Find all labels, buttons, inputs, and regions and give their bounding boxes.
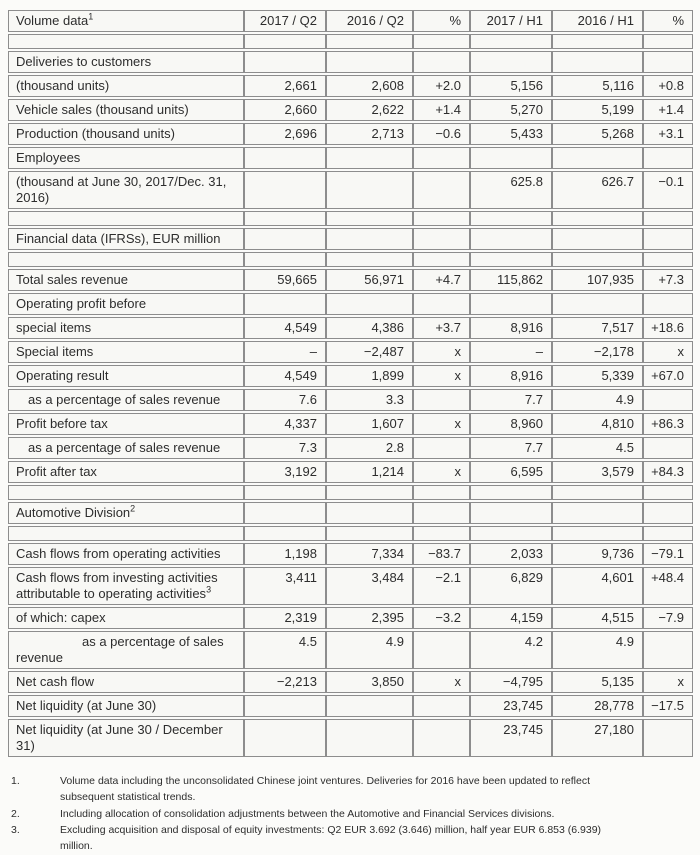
cell: x <box>413 671 470 693</box>
row-label-text: Operating profit before <box>16 296 147 311</box>
row-label-text: Special items <box>16 344 94 359</box>
row-label <box>8 526 244 541</box>
cell <box>552 252 643 267</box>
column-header <box>413 10 470 32</box>
cell <box>413 34 470 49</box>
table-header <box>8 10 693 32</box>
cell: +3.1 <box>643 123 693 145</box>
cell: x <box>413 365 470 387</box>
cell: 4.9 <box>326 631 413 669</box>
cell <box>643 502 693 524</box>
cell: 2,395 <box>326 607 413 629</box>
table-row <box>8 269 693 291</box>
cell: +1.4 <box>643 99 693 121</box>
cell <box>552 502 643 524</box>
table-row <box>8 99 693 121</box>
column-header <box>643 10 693 32</box>
cell: 4,810 <box>552 413 643 435</box>
table-row <box>8 293 693 315</box>
cell: +86.3 <box>643 413 693 435</box>
cell: 8,960 <box>470 413 552 435</box>
cell: 5,116 <box>552 75 643 97</box>
table-row <box>8 543 693 565</box>
row-label <box>8 99 244 121</box>
row-label <box>8 719 244 757</box>
cell: 7,517 <box>552 317 643 339</box>
cell <box>643 485 693 500</box>
cell: +18.6 <box>643 317 693 339</box>
cell: +1.4 <box>413 99 470 121</box>
cell <box>326 147 413 169</box>
row-label-text: Automotive Division <box>16 505 131 520</box>
cell <box>413 502 470 524</box>
cell <box>244 502 326 524</box>
cell: 4,515 <box>552 607 643 629</box>
cell: −17.5 <box>643 695 693 717</box>
cell <box>326 293 413 315</box>
cell <box>244 252 326 267</box>
row-label <box>8 461 244 483</box>
cell: +48.4 <box>643 567 693 605</box>
cell: 6,829 <box>470 567 552 605</box>
row-label <box>8 543 244 565</box>
table-row <box>8 365 693 387</box>
footnote-text: Excluding acquisition and disposal of equity investments: Q2 EUR 3.692 (3.646) million, half year EUR 6.853 (6.939) million. <box>60 824 602 852</box>
column-header <box>326 10 413 32</box>
footnote-ref: 3 <box>206 584 212 595</box>
row-label-text: as a percentage of sales revenue <box>28 392 221 407</box>
cell: −2.1 <box>413 567 470 605</box>
cell: −3.2 <box>413 607 470 629</box>
cell: 8,916 <box>470 365 552 387</box>
cell: 6,595 <box>470 461 552 483</box>
cell <box>413 695 470 717</box>
row-label <box>8 607 244 629</box>
cell: 3,850 <box>326 671 413 693</box>
row-label-text: Total sales revenue <box>16 272 129 287</box>
cell: +2.0 <box>413 75 470 97</box>
cell: −7.9 <box>643 607 693 629</box>
cell: – <box>470 341 552 363</box>
cell: 4.5 <box>552 437 643 459</box>
cell: x <box>413 413 470 435</box>
cell <box>244 526 326 541</box>
table-body <box>8 34 693 757</box>
row-label-text: Net cash flow <box>16 674 95 689</box>
cell <box>470 293 552 315</box>
row-label <box>8 631 244 669</box>
cell: +67.0 <box>643 365 693 387</box>
column-header-label: 2016 / H1 <box>577 13 634 28</box>
cell <box>326 526 413 541</box>
cell: 27,180 <box>552 719 643 757</box>
cell <box>413 526 470 541</box>
cell: 4,337 <box>244 413 326 435</box>
cell <box>244 171 326 209</box>
cell <box>326 719 413 757</box>
row-label-text: Deliveries to customers <box>16 54 152 69</box>
cell <box>552 228 643 250</box>
row-label-text: Profit before tax <box>16 416 108 431</box>
cell <box>413 631 470 669</box>
cell: 1,214 <box>326 461 413 483</box>
cell <box>244 293 326 315</box>
cell <box>552 51 643 73</box>
cell <box>326 51 413 73</box>
cell <box>244 695 326 717</box>
cell <box>413 252 470 267</box>
row-label <box>8 51 244 73</box>
cell: 2,622 <box>326 99 413 121</box>
cell <box>643 147 693 169</box>
row-label-text: Vehicle sales (thousand units) <box>16 102 189 117</box>
cell <box>552 211 643 226</box>
cell: 3,484 <box>326 567 413 605</box>
row-label <box>8 269 244 291</box>
row-label <box>8 123 244 145</box>
cell: 1,899 <box>326 365 413 387</box>
row-label <box>8 34 244 49</box>
cell <box>552 293 643 315</box>
row-label <box>8 75 244 97</box>
column-header-label: 2017 / H1 <box>486 13 543 28</box>
cell: 625.8 <box>470 171 552 209</box>
cell: 4,601 <box>552 567 643 605</box>
table-row <box>8 317 693 339</box>
cell: 4.5 <box>244 631 326 669</box>
cell <box>470 34 552 49</box>
cell: 5,339 <box>552 365 643 387</box>
row-label-text: Employees <box>16 150 81 165</box>
cell: 1,198 <box>244 543 326 565</box>
cell <box>326 485 413 500</box>
column-header-label: % <box>672 13 684 28</box>
row-label-text: Cash flows from investing activities attributable to operating activities <box>16 570 218 601</box>
cell <box>552 34 643 49</box>
table-row <box>8 171 693 209</box>
cell <box>244 147 326 169</box>
cell <box>326 34 413 49</box>
cell <box>244 51 326 73</box>
table-row <box>8 51 693 73</box>
row-label <box>8 293 244 315</box>
cell: 5,199 <box>552 99 643 121</box>
table-row <box>8 461 693 483</box>
row-label <box>8 695 244 717</box>
table-row <box>8 719 693 757</box>
column-header <box>244 10 326 32</box>
cell <box>643 389 693 411</box>
row-label <box>8 485 244 500</box>
footnote-text: Volume data including the unconsolidated Chinese joint ventures. Deliveries for 2016 have been updated to reflect subsequent statistical trends. <box>60 775 591 803</box>
cell: −0.6 <box>413 123 470 145</box>
cell <box>552 485 643 500</box>
row-label-text: Profit after tax <box>16 464 97 479</box>
cell <box>470 252 552 267</box>
cell <box>326 171 413 209</box>
cell: 23,745 <box>470 695 552 717</box>
column-header <box>470 10 552 32</box>
cell <box>326 502 413 524</box>
cell: 2,713 <box>326 123 413 145</box>
cell <box>643 526 693 541</box>
row-label <box>8 567 244 605</box>
cell <box>643 437 693 459</box>
cell: −2,487 <box>326 341 413 363</box>
row-label-text: Operating result <box>16 368 109 383</box>
cell <box>244 719 326 757</box>
column-header-label: % <box>449 13 461 28</box>
table-row <box>8 485 693 500</box>
cell: 8,916 <box>470 317 552 339</box>
row-label <box>8 413 244 435</box>
cell <box>413 211 470 226</box>
cell: 5,433 <box>470 123 552 145</box>
cell <box>643 293 693 315</box>
cell <box>470 147 552 169</box>
table-row <box>8 147 693 169</box>
table-row <box>8 211 693 226</box>
cell <box>413 485 470 500</box>
row-label-text: Financial data (IFRSs), EUR million <box>16 231 221 246</box>
cell: +0.8 <box>643 75 693 97</box>
row-label <box>8 147 244 169</box>
cell: 626.7 <box>552 171 643 209</box>
row-label-text: Production (thousand units) <box>16 126 175 141</box>
cell: 7.6 <box>244 389 326 411</box>
cell <box>244 228 326 250</box>
cell: −83.7 <box>413 543 470 565</box>
cell <box>326 252 413 267</box>
cell: 107,935 <box>552 269 643 291</box>
row-label-text: Cash flows from operating activities <box>16 546 221 561</box>
cell: 2,660 <box>244 99 326 121</box>
cell: 7.3 <box>244 437 326 459</box>
cell <box>643 228 693 250</box>
cell <box>470 526 552 541</box>
table-row <box>8 413 693 435</box>
cell: 7.7 <box>470 389 552 411</box>
row-label <box>8 171 244 209</box>
column-header <box>552 10 643 32</box>
cell: +4.7 <box>413 269 470 291</box>
cell <box>413 228 470 250</box>
cell: −79.1 <box>643 543 693 565</box>
cell: 59,665 <box>244 269 326 291</box>
cell: −2,178 <box>552 341 643 363</box>
cell <box>552 147 643 169</box>
cell: 5,270 <box>470 99 552 121</box>
footnote-number: 3. <box>11 824 20 837</box>
cell <box>643 719 693 757</box>
cell: 2,608 <box>326 75 413 97</box>
row-label <box>8 317 244 339</box>
cell <box>552 526 643 541</box>
cell: 7,334 <box>326 543 413 565</box>
cell: 56,971 <box>326 269 413 291</box>
row-label <box>8 211 244 226</box>
cell: 2,661 <box>244 75 326 97</box>
cell: 2,033 <box>470 543 552 565</box>
cell <box>643 211 693 226</box>
row-label <box>8 228 244 250</box>
cell: 115,862 <box>470 269 552 291</box>
column-header-label: 2016 / Q2 <box>346 13 404 28</box>
cell <box>470 485 552 500</box>
cell: +84.3 <box>643 461 693 483</box>
cell: 3,192 <box>244 461 326 483</box>
volume-financial-data-table <box>8 8 693 759</box>
table-row <box>8 228 693 250</box>
footnote <box>11 823 693 855</box>
cell <box>244 34 326 49</box>
cell <box>643 51 693 73</box>
cell <box>413 171 470 209</box>
table-row <box>8 437 693 459</box>
cell: 4,386 <box>326 317 413 339</box>
cell <box>643 631 693 669</box>
cell: 1,607 <box>326 413 413 435</box>
row-label <box>8 252 244 267</box>
row-label-text: Net liquidity (at June 30 / December 31) <box>16 722 223 753</box>
table-row <box>8 502 693 524</box>
cell: – <box>244 341 326 363</box>
cell <box>244 211 326 226</box>
row-label-text: as a percentage of sales revenue <box>28 440 221 455</box>
cell <box>413 719 470 757</box>
cell <box>470 502 552 524</box>
footnote-ref: 1 <box>88 11 94 22</box>
cell <box>470 211 552 226</box>
table-row <box>8 75 693 97</box>
cell: +3.7 <box>413 317 470 339</box>
table-row <box>8 123 693 145</box>
cell: 4,549 <box>244 365 326 387</box>
cell <box>413 437 470 459</box>
cell <box>326 228 413 250</box>
footnote-ref: 2 <box>130 503 136 514</box>
table-row <box>8 34 693 49</box>
cell: 3,411 <box>244 567 326 605</box>
row-label <box>8 502 244 524</box>
table-row <box>8 341 693 363</box>
cell: x <box>643 341 693 363</box>
cell: x <box>643 671 693 693</box>
cell: 3.3 <box>326 389 413 411</box>
cell: 4,159 <box>470 607 552 629</box>
cell: 9,736 <box>552 543 643 565</box>
header-row <box>8 10 693 32</box>
row-label <box>8 341 244 363</box>
cell <box>643 34 693 49</box>
table-row <box>8 631 693 669</box>
table-row <box>8 695 693 717</box>
cell: 4.2 <box>470 631 552 669</box>
table-row <box>8 252 693 267</box>
cell: 2,319 <box>244 607 326 629</box>
footnote-text: Including allocation of consolidation adjustments between the Automotive and Financial Services divisions. <box>60 807 555 820</box>
cell <box>413 293 470 315</box>
cell: 2.8 <box>326 437 413 459</box>
column-header-label: 2017 / Q2 <box>259 13 317 28</box>
cell: 4.9 <box>552 631 643 669</box>
footnote-number: 2. <box>11 807 20 820</box>
row-label-text: as a percentage of sales revenue <box>16 634 224 665</box>
row-label-text: special items <box>16 320 92 335</box>
table-row <box>8 389 693 411</box>
row-label-text: (thousand units) <box>16 78 110 93</box>
column-header <box>8 10 244 32</box>
table-row <box>8 526 693 541</box>
cell <box>244 485 326 500</box>
cell: 5,268 <box>552 123 643 145</box>
table-row <box>8 671 693 693</box>
cell <box>470 228 552 250</box>
cell <box>470 51 552 73</box>
table-row <box>8 607 693 629</box>
footnote <box>11 774 693 806</box>
cell <box>326 211 413 226</box>
cell <box>413 147 470 169</box>
footnotes <box>8 774 693 855</box>
cell <box>413 51 470 73</box>
cell: 5,135 <box>552 671 643 693</box>
cell: 5,156 <box>470 75 552 97</box>
cell: 7.7 <box>470 437 552 459</box>
row-label <box>8 389 244 411</box>
row-label <box>8 671 244 693</box>
footnote-number: 1. <box>11 775 20 787</box>
row-label <box>8 365 244 387</box>
footnote <box>11 807 693 823</box>
cell: −0.1 <box>643 171 693 209</box>
cell: x <box>413 341 470 363</box>
cell <box>326 695 413 717</box>
row-label-text: of which: capex <box>16 610 106 625</box>
cell: 23,745 <box>470 719 552 757</box>
cell: 2,696 <box>244 123 326 145</box>
cell: 3,579 <box>552 461 643 483</box>
cell: 4.9 <box>552 389 643 411</box>
cell: +7.3 <box>643 269 693 291</box>
row-label <box>8 437 244 459</box>
cell: −4,795 <box>470 671 552 693</box>
cell: 28,778 <box>552 695 643 717</box>
column-header-label: Volume data <box>16 13 89 28</box>
row-label-text: Net liquidity (at June 30) <box>16 698 157 713</box>
cell <box>413 389 470 411</box>
table-row <box>8 567 693 605</box>
cell: x <box>413 461 470 483</box>
cell <box>643 252 693 267</box>
cell: 4,549 <box>244 317 326 339</box>
cell: −2,213 <box>244 671 326 693</box>
row-label-text: (thousand at June 30, 2017/Dec. 31, 2016) <box>16 174 227 205</box>
